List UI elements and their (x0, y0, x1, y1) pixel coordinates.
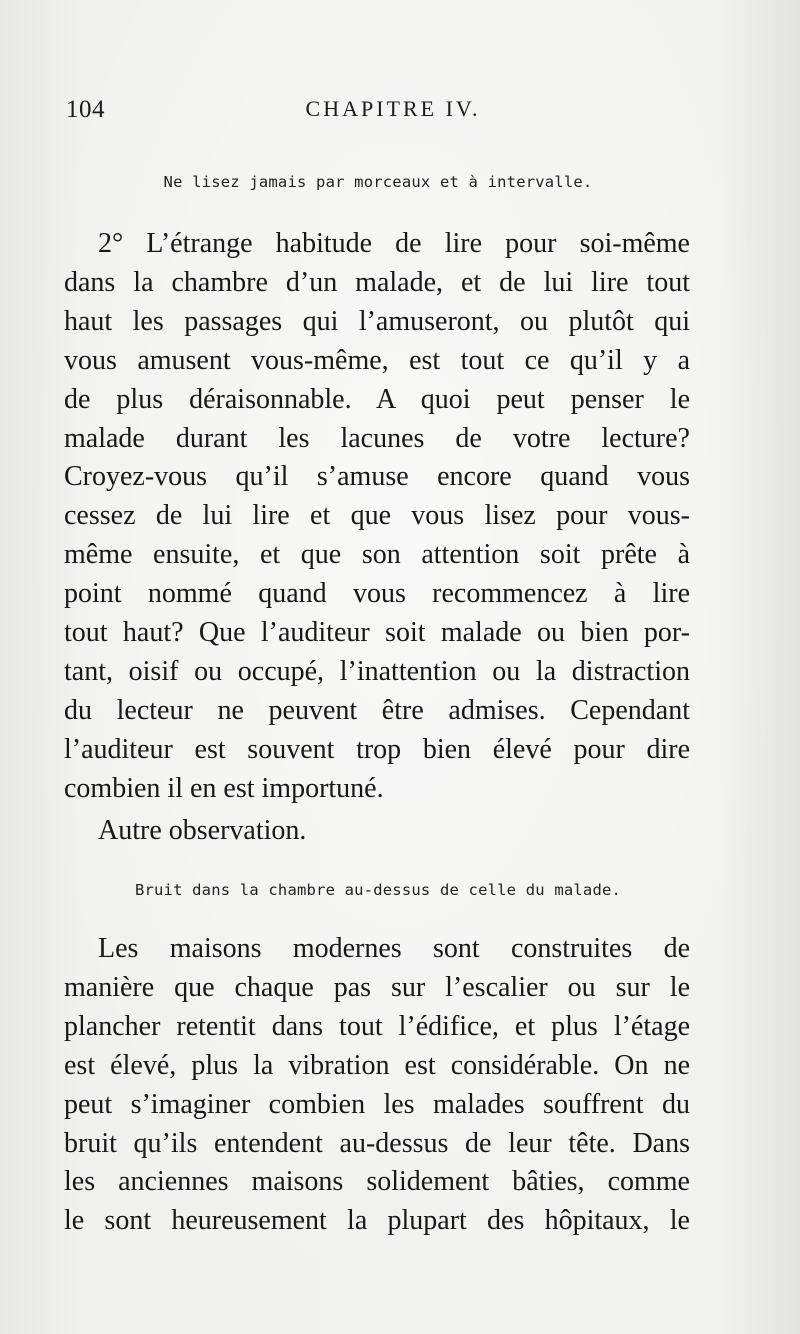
text-line: combien il en est importuné. (64, 772, 384, 804)
text-line: point nommé quand vous recommencez à lire (64, 578, 690, 610)
page-number: 104 (66, 96, 105, 123)
text-line: vous amusent vous-même, est tout ce qu’il y a (64, 344, 690, 376)
text-line: est élevé, plus la vibration est considérable. On ne (64, 1049, 690, 1081)
text-line: plancher retentit dans tout l’édifice, et plus l’étage (64, 1010, 690, 1042)
text-line: l’auditeur est souvent trop bien élevé pour dire (64, 733, 690, 765)
text-line: dans la chambre d’un malade, et de lui lire tout (64, 266, 690, 298)
text-line: les anciennes maisons solidement bâties, comme (64, 1166, 690, 1198)
section-heading-noise: Bruit dans la chambre au-dessus de celle du malade. (134, 881, 622, 899)
text-line: peut s’imaginer combien les malades souffrent du (64, 1088, 690, 1120)
text-line: Autre observation. (98, 815, 307, 846)
text-line: même ensuite, et que son attention soit prête à (64, 539, 690, 571)
text-line: cessez de lui lire et que vous lisez pour vous- (64, 500, 690, 532)
text-line: 2° L’étrange habitude de lire pour soi-même (98, 228, 690, 259)
text-line: haut les passages qui l’amuseront, ou plutôt qui (64, 305, 690, 337)
text-line: le sont heureusement la plupart des hôpitaux, le (64, 1205, 690, 1237)
text-line: Les maisons modernes sont construites de (98, 933, 690, 964)
text-line: Croyez-vous qu’il s’amuse encore quand vous (64, 461, 690, 493)
text-line: bruit qu’ils entendent au-dessus de leur tête. Dans (64, 1127, 690, 1159)
section-heading-reading: Ne lisez jamais par morceaux et à intervalle. (163, 173, 593, 191)
text-line: malade durant les lacunes de votre lecture? (64, 422, 690, 454)
running-head: CHAPITRE IV. (305, 96, 481, 121)
text-line: du lecteur ne peuvent être admises. Cependant (64, 694, 690, 726)
text-line: manière que chaque pas sur l’escalier ou sur le (64, 971, 690, 1003)
paragraph-reading-aloud (64, 225, 690, 809)
text-line: tout haut? Que l’auditeur soit malade ou bien por- (64, 617, 690, 649)
text-line: de plus déraisonnable. A quoi peut penser le (64, 383, 690, 415)
paragraph-modern-houses (64, 930, 690, 1241)
text-line: tant, oisif ou occupé, l’inattention ou la distraction (64, 655, 690, 687)
page-header (66, 96, 690, 128)
paragraph-other-observation (64, 812, 690, 851)
